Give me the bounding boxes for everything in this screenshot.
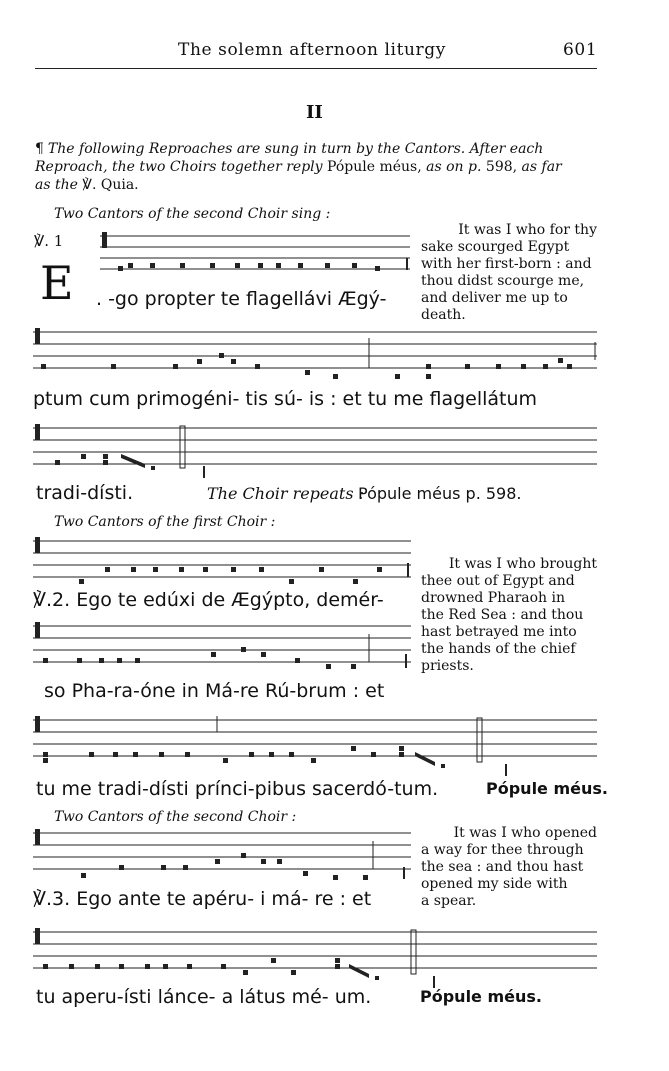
rubric-2: Two Cantors of the first Choir : xyxy=(54,514,276,530)
staff-3-1 xyxy=(33,827,413,889)
intro-line3b: ℣. Quia. xyxy=(82,177,139,193)
running-title: The solemn afternoon liturgy xyxy=(178,40,446,60)
intro-paragraph xyxy=(35,140,600,194)
staff-2-1 xyxy=(33,535,413,595)
response-ref: p. 598. xyxy=(465,484,522,503)
translation-2-line: the hands of the chief xyxy=(421,641,576,657)
page-number: 601 xyxy=(563,40,598,60)
intro-line2e: 598, xyxy=(485,159,518,175)
translation-1-line: sake scourged Egypt xyxy=(421,239,570,255)
translation-1-line: and deliver me up to xyxy=(421,290,568,306)
repeat-rubric: The Choir repeats : xyxy=(207,484,365,503)
response-3: Pópule méus. xyxy=(420,987,542,1006)
paragraph-mark-icon: ¶ xyxy=(35,141,44,157)
lyric-2-2: so Pha-ra-óne in Má-re Rú-brum : et xyxy=(44,680,385,702)
translation-3-line: the sea : and thou hast xyxy=(421,859,584,875)
intro-line2d: p. xyxy=(468,159,482,175)
lyric-3-2: tu aperu-ísti lánce- a látus mé- um. xyxy=(36,986,372,1008)
translation-2-line: hast betrayed me into xyxy=(421,624,577,640)
rubric-3: Two Cantors of the second Choir : xyxy=(54,809,297,825)
translation-3 xyxy=(421,825,597,910)
translation-2-line: thee out of Egypt and xyxy=(421,573,575,589)
intro-line2c: as on xyxy=(426,159,464,175)
staff-2-2 xyxy=(33,620,413,680)
lyric-1-1: . -go propter te flagellávi Ægý- xyxy=(96,288,387,310)
translation-3-line: opened my side with xyxy=(421,876,568,892)
intro-line3a: as the xyxy=(35,177,78,193)
response-2: Pópule méus. xyxy=(486,779,608,798)
translation-2-line: It was I who brought xyxy=(448,556,597,572)
translation-3-line: a spear. xyxy=(421,893,477,909)
response-text: Pópule méus xyxy=(358,484,461,503)
lyric-1-3: tradi-dísti. xyxy=(36,482,134,504)
translation-2-line: drowned Pharaoh in xyxy=(421,590,565,606)
translation-1-line: thou didst scourge me, xyxy=(421,273,585,289)
staff-1-3 xyxy=(33,420,599,480)
translation-1-line: It was I who for thy xyxy=(458,222,597,238)
intro-line2b: Pópule méus, xyxy=(327,159,422,175)
repeat-response xyxy=(358,484,522,503)
staff-1-1 xyxy=(100,230,412,285)
lyric-3-1: ℣.3. Ego ante te apéru- i má- re : et xyxy=(33,888,372,910)
staff-2-3 xyxy=(33,712,599,774)
lyric-2-3: tu me tradi-dísti prínci-pibus sacerdó-tum. xyxy=(36,778,439,800)
translation-2-line: priests. xyxy=(421,658,474,674)
translation-1-line: with her first-born : and xyxy=(421,256,592,272)
rubric-1: Two Cantors of the second Choir sing : xyxy=(54,206,331,222)
translation-2-line: the Red Sea : and thou xyxy=(421,607,584,623)
translation-1 xyxy=(421,222,597,324)
staff-3-2 xyxy=(33,924,599,986)
translation-2 xyxy=(421,556,597,675)
intro-line2a: Reproach, the two Choirs together reply xyxy=(35,159,323,175)
translation-1-line: death. xyxy=(421,307,466,323)
translation-3-line: a way for thee through xyxy=(421,842,584,858)
intro-line2f: as far xyxy=(521,159,562,175)
versicle-1: ℣. 1 xyxy=(34,232,64,250)
staff-1-2 xyxy=(33,326,599,386)
lyric-2-1: ℣.2. Ego te edúxi de Ægýpto, demér- xyxy=(33,589,384,611)
translation-3-line: It was I who opened xyxy=(453,825,597,841)
header-rule xyxy=(35,68,597,69)
initial-letter: E xyxy=(40,256,74,310)
intro-line1: The following Reproaches are sung in turn by the Cantors. After each xyxy=(47,141,544,157)
lyric-1-2: ptum cum primogéni- tis sú- is : et tu me flagellátum xyxy=(33,388,538,410)
section-numeral: II xyxy=(306,102,323,123)
